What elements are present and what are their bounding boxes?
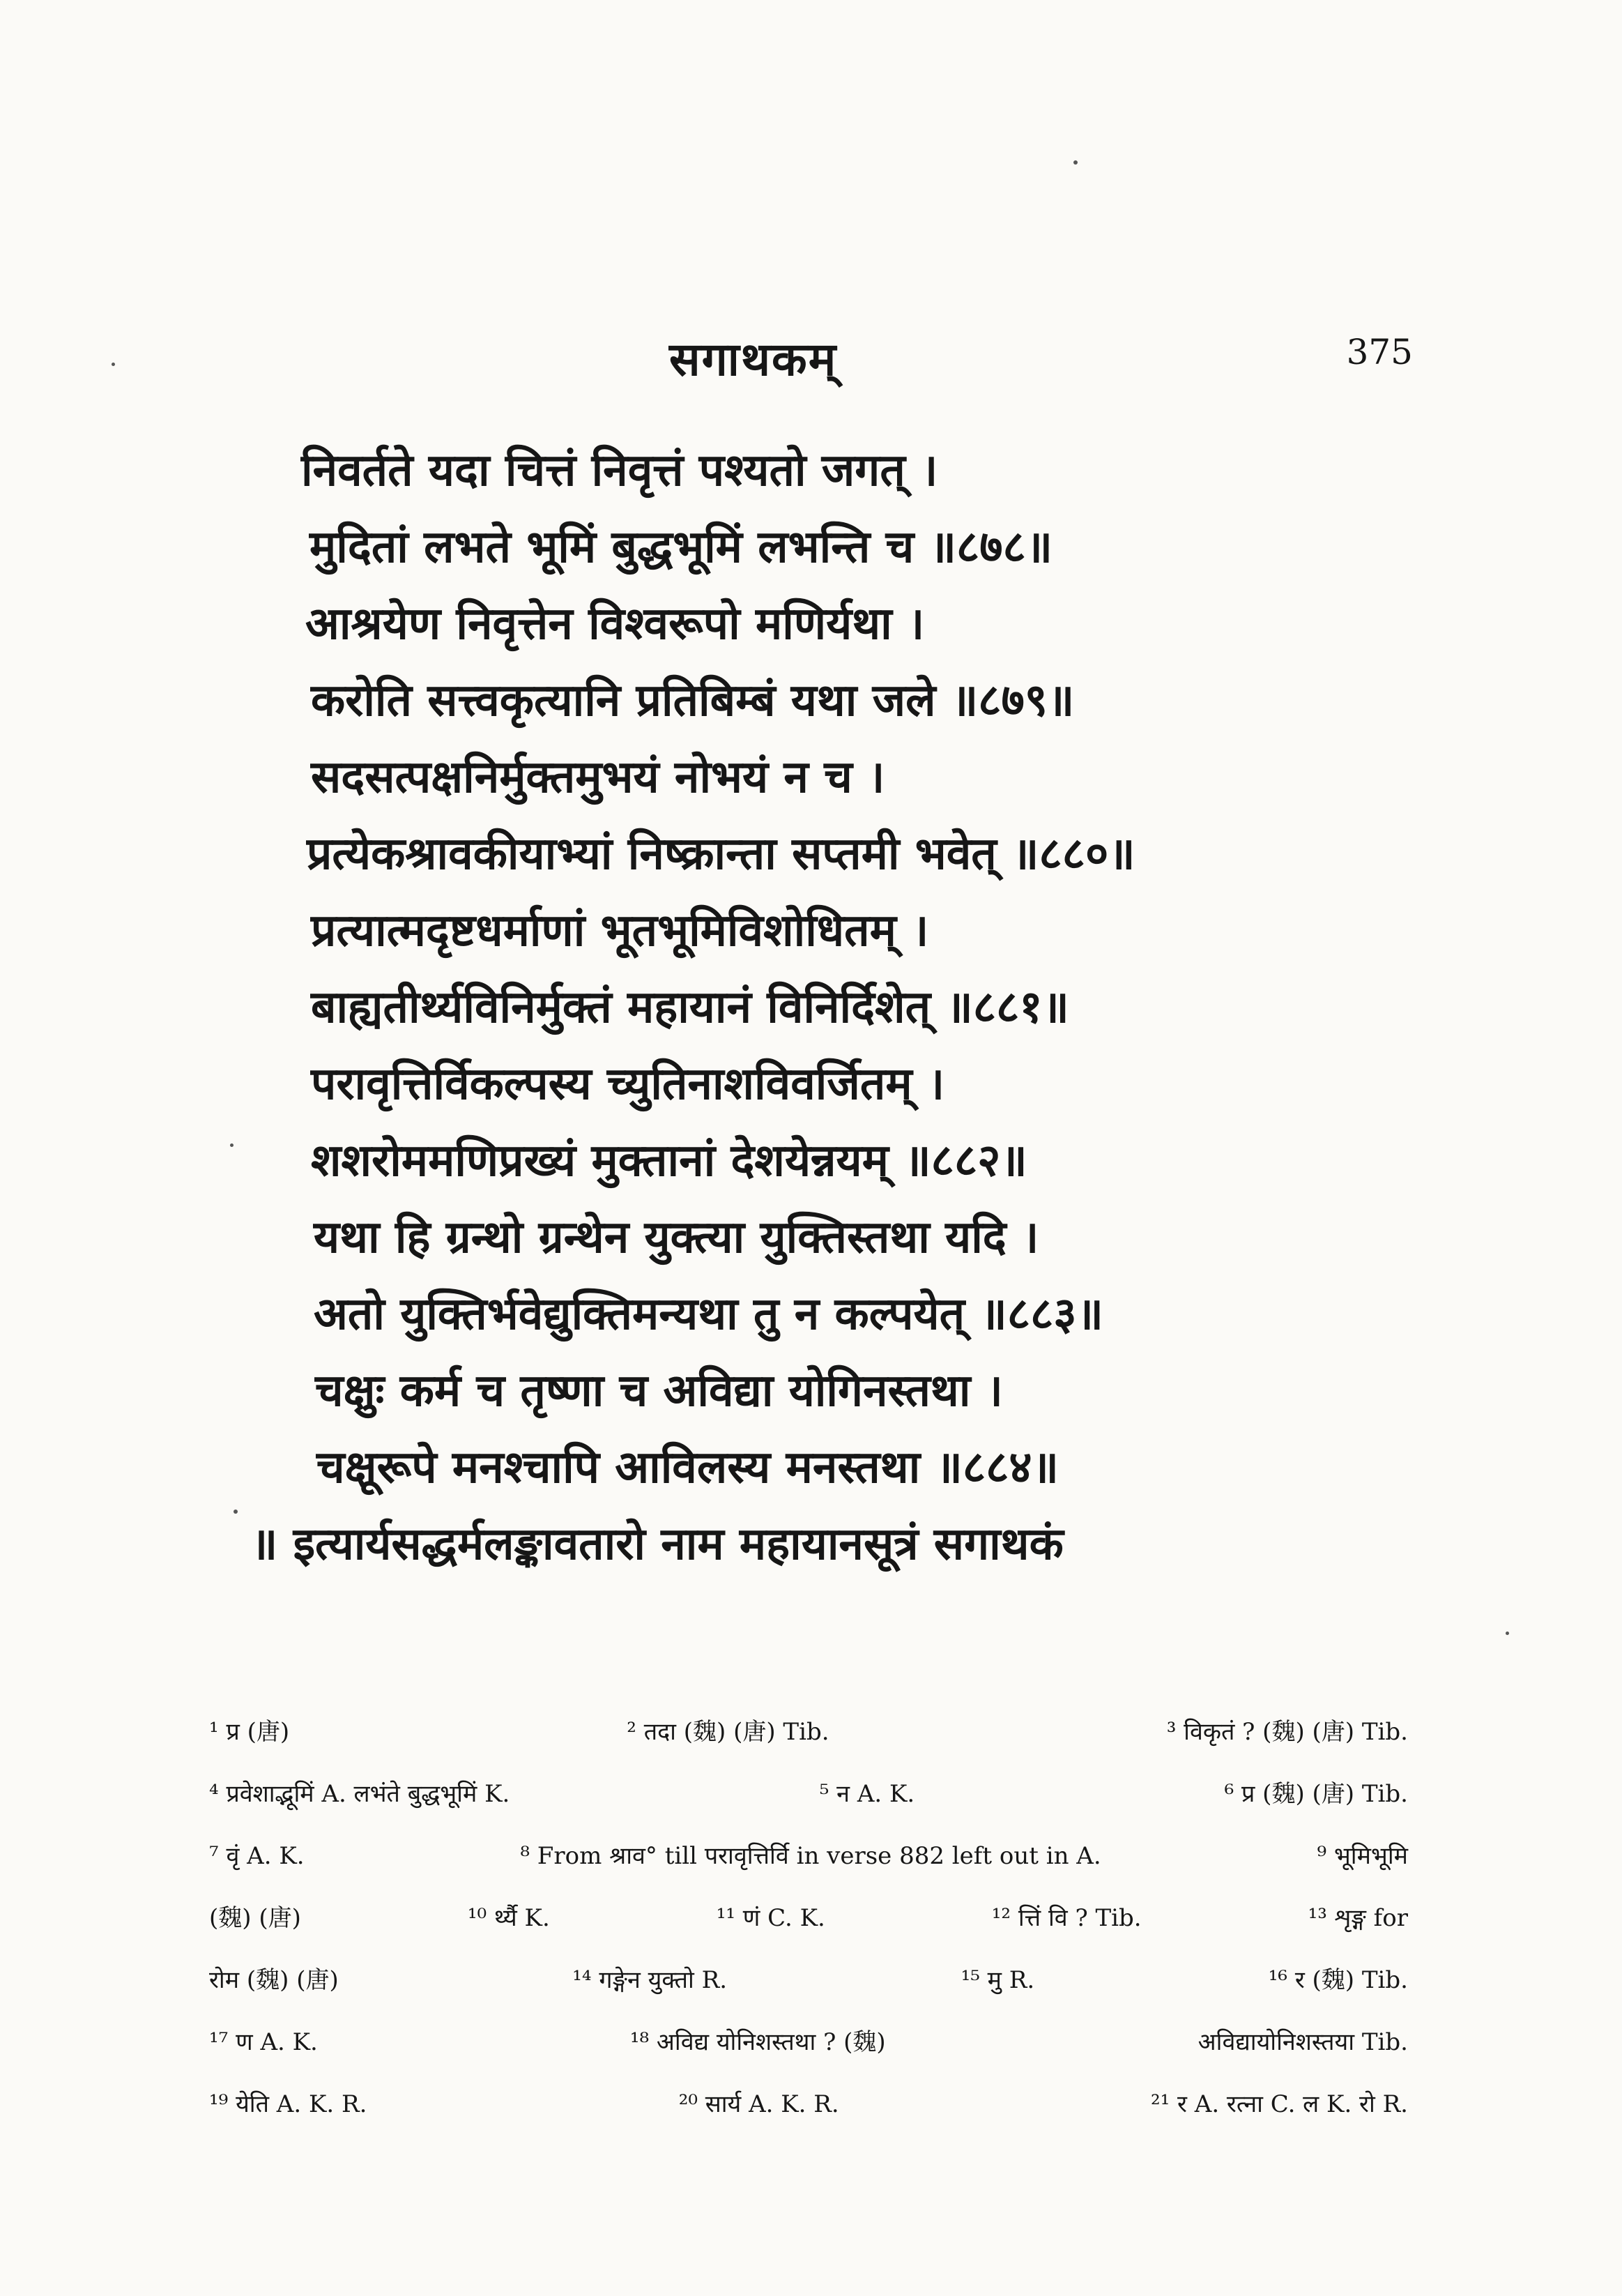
- verse-line: प्रत्येकश्रावकीयाभ्यां निष्क्रान्ता सप्तमी भवेत् ॥८८०॥: [307, 828, 1135, 880]
- footnote: ²⁰ सार्य A. K. R.: [678, 2090, 839, 2118]
- verse-line: प्रत्यात्मदृष्टधर्माणां भूतभूमिविशोधितम् ।: [311, 904, 929, 957]
- verse-line: यथा हि ग्रन्थो ग्रन्थेन युक्त्या युक्तिस्तथा यदि ।: [314, 1211, 1039, 1263]
- footnote-row: [209, 1825, 1408, 1887]
- footnote: ¹⁹ येति A. K. R.: [209, 2090, 367, 2118]
- footnote: ³ विकृतं ? (魏) (唐) Tib.: [1166, 1718, 1408, 1746]
- scan-speck: [1506, 1632, 1509, 1635]
- footnotes: [209, 1701, 1408, 2136]
- footnote: (魏) (唐): [209, 1904, 301, 1932]
- footnote: ² तदा (魏) (唐) Tib.: [627, 1718, 829, 1746]
- verse-line: निवर्तते यदा चित्तं निवृत्तं पश्यतो जगत् ।: [301, 444, 938, 496]
- verse-line: मुदितां लभते भूमिं बुद्धभूमिं लभन्ति च ॥८७८॥: [309, 521, 1053, 573]
- verse-line: सदसत्पक्षनिर्मुक्तमुभयं नोभयं न च ।: [311, 751, 885, 803]
- verse-line: शशरोममणिप्रख्यं मुक्तानां देशयेन्नयम् ॥८८२॥: [311, 1134, 1027, 1187]
- footnote: रोम (魏) (唐): [209, 1966, 339, 1994]
- footnote: ¹⁵ मु R.: [961, 1966, 1035, 1994]
- footnote: ⁴ प्रवेशाद्भूमिं A. लभंते बुद्धभूमिं K.: [209, 1780, 510, 1808]
- verse-block: [251, 432, 1436, 1583]
- verse-line: बाह्यतीर्थ्यविनिर्मुक्तं महायानं विनिर्दिशेत् ॥८८१॥: [311, 981, 1069, 1033]
- footnote: अविद्यायोनिशस्तया Tib.: [1198, 2028, 1408, 2056]
- footnote-row: [209, 1949, 1408, 2012]
- footnote: ⁵ न A. K.: [819, 1780, 915, 1808]
- verse-line: अतो युक्तिर्भवेद्युक्तिमन्यथा तु न कल्पयेत् ॥८८३॥: [314, 1288, 1103, 1340]
- running-title: सगाथकम्: [669, 332, 838, 386]
- page-number: 375: [1346, 332, 1413, 372]
- verse-line: परावृत्तिर्विकल्पस्य च्युतिनाशविवर्जितम् ।: [311, 1058, 945, 1110]
- footnote: ⁸ From श्राव° till परावृत्तिर्वि in verse 882 left out in A.: [520, 1842, 1101, 1870]
- footnote: ¹³ शृङ्ग for: [1308, 1904, 1408, 1932]
- footnote: ⁷ वृं A. K.: [209, 1842, 305, 1870]
- footnote-row: [209, 2074, 1408, 2136]
- verse-line: चक्षुः कर्म च तृष्णा च अविद्या योगिनस्तथा ।: [315, 1364, 1003, 1417]
- scan-speck: [1073, 160, 1078, 165]
- footnote-row: [209, 1701, 1408, 1763]
- footnote: ¹² त्तिं वि ? Tib.: [991, 1904, 1142, 1932]
- scan-speck: [112, 363, 115, 366]
- footnote-row: [209, 1887, 1408, 1949]
- scan-speck: [230, 1143, 234, 1147]
- footnote: ¹¹ णं C. K.: [716, 1904, 825, 1932]
- verse-line: चक्षूरूपे मनश्चापि आविलस्य मनस्तथा ॥८८४॥: [316, 1441, 1059, 1493]
- verse-line: करोति सत्त्वकृत्यानि प्रतिबिम्बं यथा जले ॥८७९॥: [311, 674, 1075, 727]
- footnote: ⁹ भूमिभूमि: [1317, 1842, 1408, 1870]
- footnote: ¹⁰ र्थ्यै K.: [467, 1904, 550, 1932]
- footnote: ⁶ प्र (魏) (唐) Tib.: [1224, 1780, 1408, 1808]
- footnote: ¹ प्र (唐): [209, 1718, 290, 1746]
- page-header: [669, 326, 1413, 389]
- footnote-row: [209, 1763, 1408, 1825]
- footnote: ¹⁸ अविद्य योनिशस्तथा ? (魏): [629, 2028, 886, 2056]
- footnote: ¹⁴ गङ्गेन युक्तो R.: [572, 1966, 728, 1994]
- verse-line: आश्रयेण निवृत्तेन विश्वरूपो मणिर्यथा ।: [305, 598, 925, 650]
- scan-speck: [234, 1510, 238, 1514]
- footnote: ¹⁶ र (魏) Tib.: [1268, 1966, 1408, 1994]
- footnote: ¹⁷ ण A. K.: [209, 2028, 318, 2056]
- colophon-line: ॥ इत्यार्यसद्धर्मलङ्कावतारो नाम महायानसूत्रं सगाथकं: [251, 1518, 1064, 1570]
- footnote-row: [209, 2012, 1408, 2074]
- footnote: ²¹ र A. रत्ना C. ल K. रो R.: [1150, 2090, 1408, 2118]
